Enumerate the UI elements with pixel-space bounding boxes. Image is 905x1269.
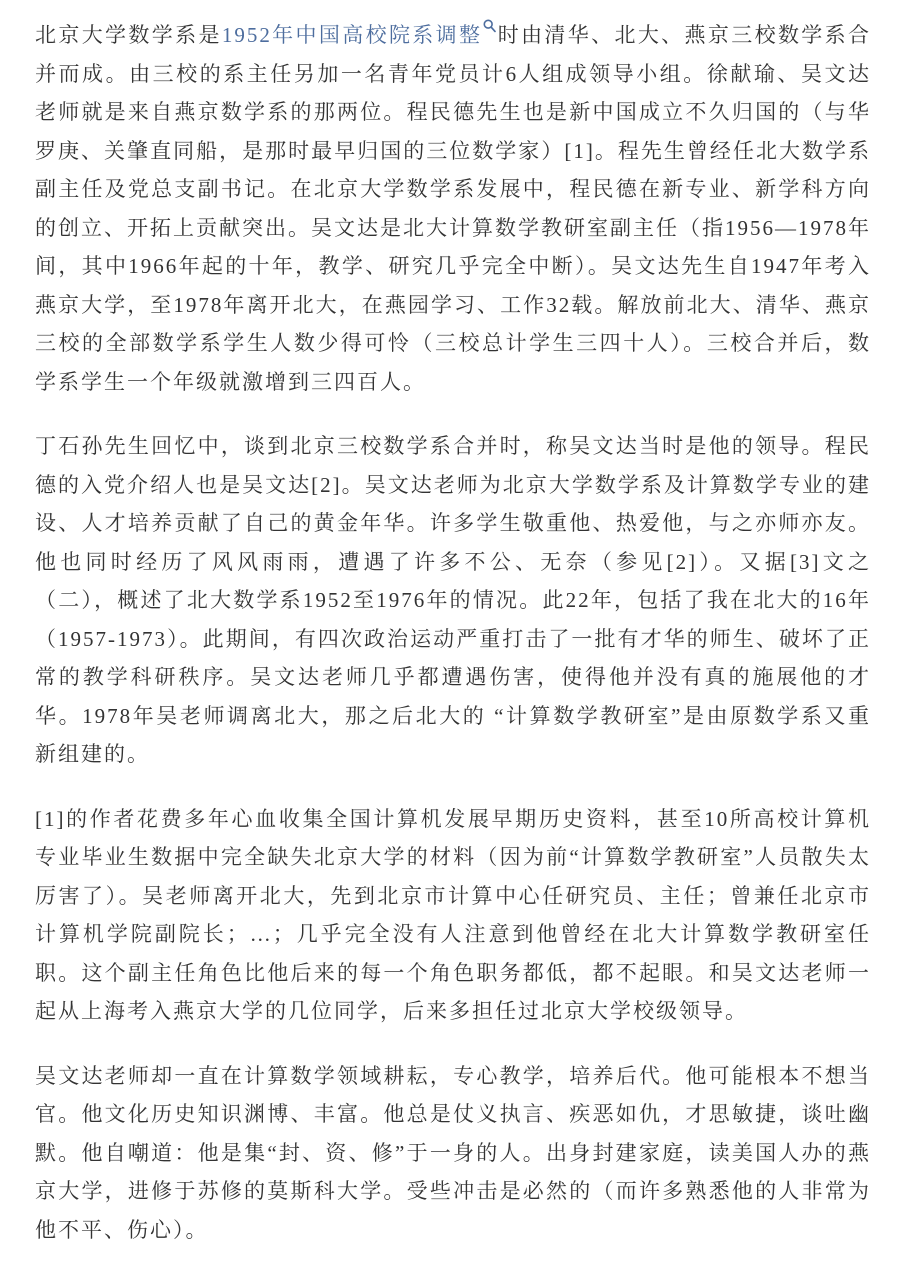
paragraph-1-text-after-link: 时由清华、北大、燕京三校数学系合并而成。由三校的系主任另加一名青年党员计6人组成领导小组。徐献瑜、吴文达老师就是来自燕京数学系的那两位。程民德先生也是新中国成立不久归国的（与华罗庚、关肇直同船，是那时最早归国的三位数学家）[1]。程先生曾经任北大数学系副主任及党总支副书记。在北京大学数学系发展中，程民德在新专业、新学科方向的创立、开拓上贡献突出。吴文达是北大计算数学教研室副主任（指1956—1978年间，其中1966年起的十年，教学、研究几乎完全中断）。吴文达先生自1947年考入燕京大学，至1978年离开北大，在燕园学习、工作32载。解放前北大、清华、燕京三校的全部数学系学生人数少得可怜（三校总计学生三四十人）。三校合并后，数学系学生一个年级就激增到三四百人。 — [35, 23, 872, 394]
paragraph-1 — [35, 16, 871, 401]
paragraph-1-text-before-link: 北京大学数学系是 — [35, 23, 222, 47]
search-icon[interactable] — [483, 19, 496, 33]
paragraph-3: [1]的作者花费多年心血收集全国计算机发展早期历史资料，甚至10所高校计算机专业毕业生数据中完全缺失北京大学的材料（因为前“计算数学教研室”人员散失太厉害了）。吴老师离开北大，先到北京市计算中心任研究员、主任；曾兼任北京市计算机学院副院长；…；几乎完全没有人注意到他曾经在北大计算数学教研室任职。这个副主任角色比他后来的每一个角色职务都低，都不起眼。和吴文达老师一起从上海考入燕京大学的几位同学，后来多担任过北京大学校级领导。 — [35, 806, 871, 1023]
paragraph-4: 吴文达老师却一直在计算数学领域耕耘，专心教学，培养后代。他可能根本不想当官。他文化历史知识渊博、丰富。他总是仗义执言、疾恶如仇，才思敏捷，谈吐幽默。他自嘲道：他是集“封、资、修”于一身的人。出身封建家庭，读美国人办的燕京大学，进修于苏修的莫斯科大学。受些冲击是必然的（而许多熟悉他的人非常为他不平、伤心）。 — [35, 1063, 871, 1242]
link-1952-college-reorganization[interactable]: 1952年中国高校院系调整 — [221, 23, 483, 47]
article-body — [35, 16, 871, 1249]
paragraph-2: 丁石孙先生回忆中，谈到北京三校数学系合并时，称吴文达当时是他的领导。程民德的入党介绍人也是吴文达[2]。吴文达老师为北京大学数学系及计算数学专业的建设、人才培养贡献了自己的黄金年华。许多学生敬重他、热爱他，与之亦师亦友。他也同时经历了风风雨雨，遭遇了许多不公、无奈（参见[2]）。又据[3]文之（二），概述了北大数学系1952至1976年的情况。此22年，包括了我在北大的16年（1957-1973）。此期间，有四次政治运动严重打击了一批有才华的师生、破坏了正常的教学科研秩序。吴文达老师几乎都遭遇伤害，使得他并没有真的施展他的才华。1978年吴老师调离北大，那之后北大的 “计算数学教研室”是由原数学系又重新组建的。 — [35, 434, 871, 766]
